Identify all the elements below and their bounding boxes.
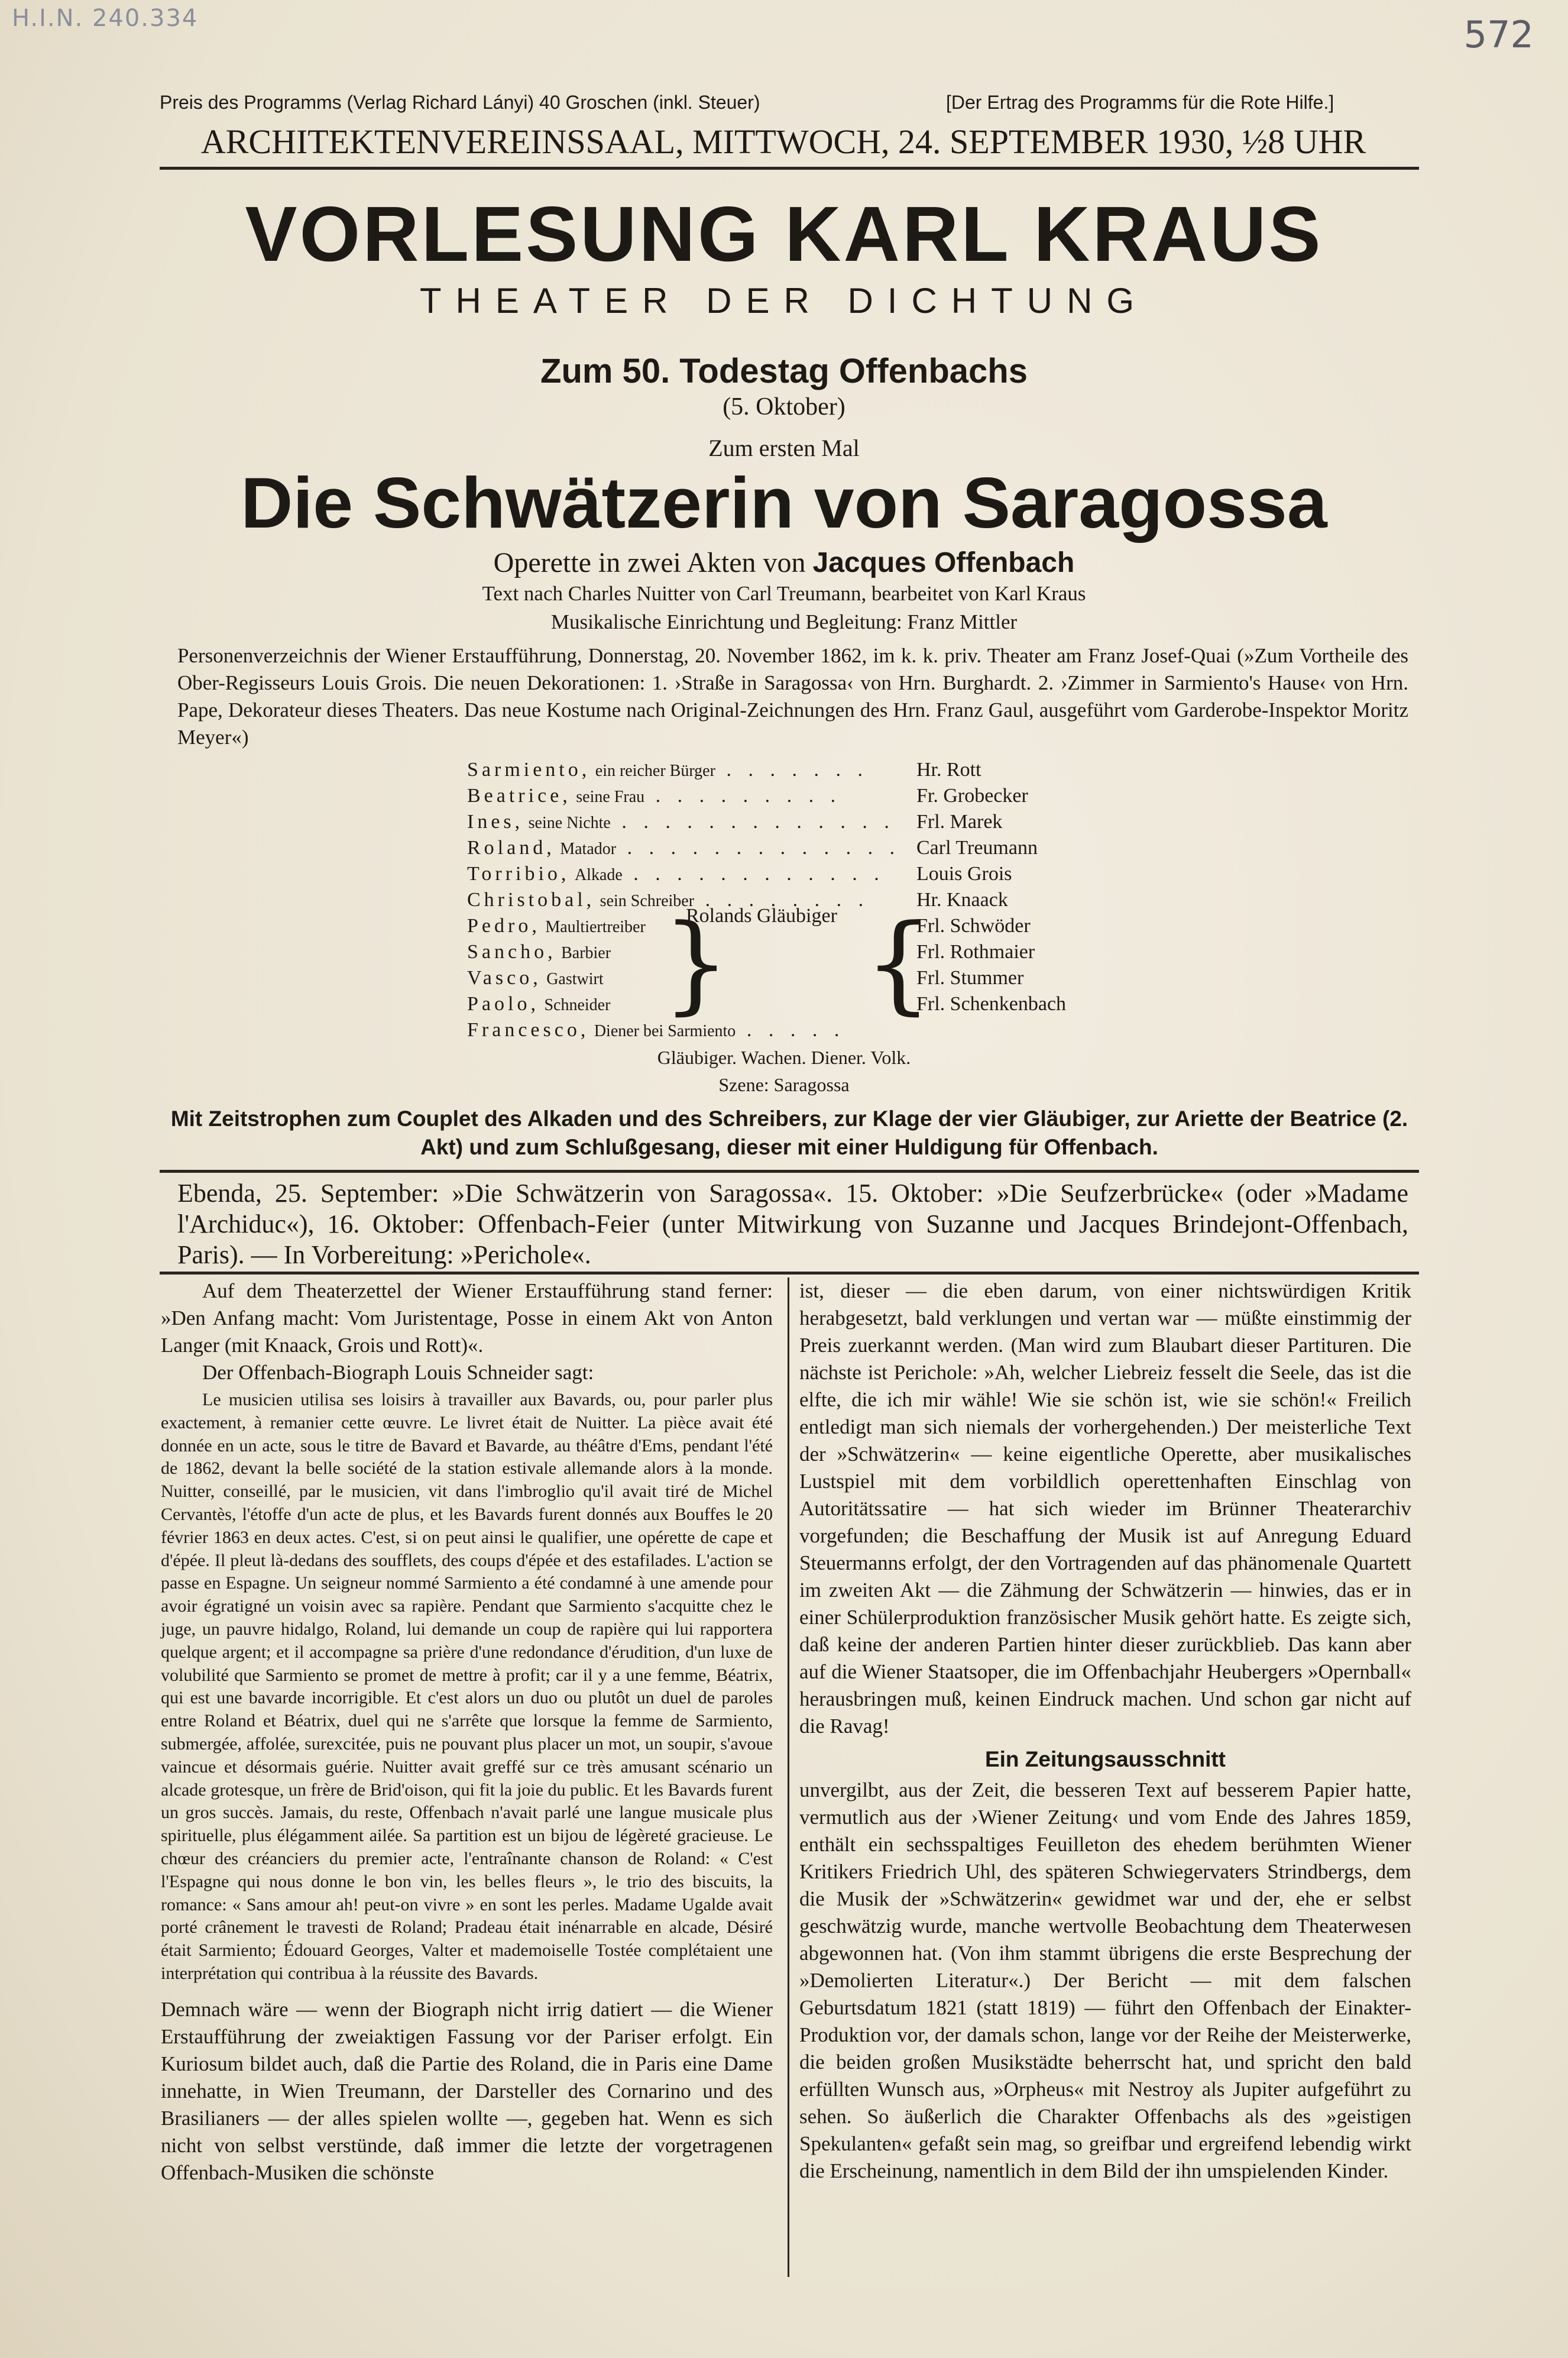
cast-character: Sancho, [467, 941, 556, 963]
header-rule [160, 167, 1419, 170]
occasion-heading: Zum 50. Todestag Offenbachs [540, 352, 1028, 390]
price-note: Preis des Programms (Verlag Richard Lányi) 40 Groschen (inkl. Steuer) [160, 92, 760, 113]
cast-leader-dots: . . . . . . . . . . . . . [616, 837, 901, 859]
right-para-2: unvergilbt, aus der Zeit, die besseren Text auf besserem Papier hatte, vermutlich aus der ›Wiener Zeitung‹ und vom Ende des Jahres 1859, enthält ein sechsspaltiges Feuilleton des ehedem berühmten Wiener Kritikers Friedrich Uhl, des späteren Schwiegervaters Strindbergs, dem die Musik der »Schwätzerin« gewidmet war und der, ehe er selbst geschwätzig wurde, manche wertvolle Beobachtung dem Theaterwesen abgewonnen hat. (Von ihm stammt übrigens die erste Besprechung der »Demolierten Literatur«.) Der Bericht — mit dem falschen Geburtsdatum 1821 (statt 1819) — führt den Offenbach der Einakter-Produktion vor, der damals schon, lange vor der Reihe der Meisterwerke, die beiden großen Musikstädte beherrscht hat, und spricht den bald erfüllten Wunsch aus, »Orpheus« mit Nestroy als Jupiter aufgeführt zu sehen. So äußerlich die Charakter Offenbachs als des »geistigen Spekulanten« gefaßt sein mag, so greifbar und ergreifend lebendig wirkt die Erscheinung, namentlich in dem Bild der ihn umspielenden Kinder. [799, 1778, 1411, 2182]
ebenda-note: Ebenda, 25. September: »Die Schwätzerin von Saragossa«. 15. Oktober: »Die Seufzerbrücke« (oder »Madame l'Archiduc«), 16. Oktober: Offenbach-Feier (unter Mitwirkung von Suzanne und Jacques Brindejont-Offenbach, Paris). — In Vorbereitung: »Perichole«. [177, 1179, 1408, 1269]
cast-actor: Frl. Rothmaier [916, 941, 1035, 963]
first-time-note: Zum ersten Mal [708, 435, 860, 461]
cast-leader-dots: . . . . . [736, 1019, 845, 1041]
cast-character: Christobal, [467, 889, 595, 911]
cast-actor: Frl. Schenkenbach [916, 993, 1067, 1015]
column-divider [788, 1277, 789, 2277]
left-closing: Demnach wäre — wenn der Biograph nicht irrig datiert — die Wiener Erstaufführung der zweiaktigen Fassung vor der Pariser erfolgt. Ein Kuriosum bildet auch, daß die Partie des Roland, die in Paris eine Dame innehatte, in Wien Treumann, der Darsteller des Cornarino und des Brasilianers — der alles spielen wollte —, gegeben hat. Wenn es sich nicht von selbst verstünde, daß immer die letzte der vorgetragenen Offenbach-Musiken die schönste [161, 1997, 773, 2184]
occasion-date: (5. Oktober) [723, 393, 845, 421]
text-credit: Text nach Charles Nuitter von Carl Treumann, bearbeitet von Karl Kraus [482, 582, 1086, 605]
cast-row [467, 965, 1165, 991]
cast-role: sein Schreiber [600, 892, 695, 910]
cast-role: Diener bei Sarmiento [594, 1022, 736, 1040]
cast-role: Matador [560, 840, 617, 858]
ebenda-bottom-rule [160, 1272, 1419, 1275]
ebenda-top-rule [160, 1170, 1419, 1173]
cast-role: Alkade [574, 866, 623, 884]
cast-role: Maultiertreiber [545, 918, 646, 936]
cast-row [467, 783, 1165, 809]
french-quote [161, 1389, 773, 1985]
scene-line: Szene: Saragossa [718, 1074, 850, 1095]
cast-row [467, 991, 1165, 1017]
cast-row [467, 809, 1165, 835]
composer-name: Jacques Offenbach [812, 547, 1075, 578]
left-intro: Auf dem Theaterzettel der Wiener Erstaufführung stand ferner: »Den Anfang macht: Vom Juristentage, Posse in einem Akt von Anton Langer (mit Knaack, Grois und Rott)«. [161, 1279, 773, 1357]
additions-note: Mit Zeitstrophen zum Couplet des Alkaden und des Schreibers, zur Klage der vier Gläubiger, zur Ariette der Beatrice (2. Akt) und zum Schlußgesang, dieser mit einer Huldigung für Offenbach. [170, 1107, 1408, 1159]
cast-role: ein reicher Bürger [595, 762, 715, 780]
cast-character: Vasco, [467, 967, 542, 989]
subtitle: THEATER DER DICHTUNG [419, 281, 1149, 321]
left-biograph-intro: Der Offenbach-Biograph Louis Schneider sagt: [202, 1361, 594, 1384]
cast-actor: Frl. Marek [916, 811, 1003, 833]
right-para-1: ist, dieser — die eben darum, von einer nichtswürdigen Kritik herabgesetzt, bald verklungen und vertan war — müßte einstimmig der Preis zuerkannt werden. (Man wird zum Blaubart dieser Partituren. Die nächste ist Perichole: »Ah, welcher Liebreiz fesselt die Seele, das ist die elfte, die ich mir wähle! Wie sie schön ist, wie sie schön!« Freilich entledigt man sich niemals der vorhergehenden.) Der meisterliche Text der »Schwätzerin« — keine eigentliche Operette, aber musikalisches Lustspiel mit dem vorbildlich operettenhaften Einschlag von Autoritätssatire — hat sich wieder im Brünner Theaterarchiv vorgefunden; die Beschaffung der Musik ist auf Anregung Eduard Steuermanns erfolgt, der den Vortragenden auf das phänomenale Quartett im zweiten Akt — die Zähmung der Schwätzerin — hinwies, das er in einer Schülerproduktion französischer Musik gehört hatte. Es zeigte sich, daß keine der anderen Partien hinter dieser zurückblieb. Das kann aber auf die Wiener Staatsoper, die im Offenbachjahr Heubergers »Opernball« herausbringen muß, keinen Eindruck machen. Und schon gar nicht auf die Ravag! [799, 1279, 1411, 1738]
left-brace: } [662, 902, 730, 1026]
main-title: VORLESUNG KARL KRAUS [245, 190, 1323, 277]
proceeds-note: [Der Ertrag des Programms für die Rote Hilfe.] [946, 92, 1334, 113]
genre-line [0, 546, 1568, 579]
cast-leader-dots: . . . . . . . . [694, 889, 870, 911]
cast-actor: Carl Treumann [916, 837, 1038, 859]
cast-role: Barbier [561, 944, 611, 962]
cast-character: Pedro, [467, 915, 540, 937]
left-column [161, 1277, 773, 2186]
premiere-note: Personenverzeichnis der Wiener Erstaufführung, Donnerstag, 20. November 1862, im k. k. priv. Theater am Franz Josef-Quai (»Zum Vortheile des Ober-Regisseurs Louis Grois. Die neuen Dekorationen: 1. ›Straße in Saragossa‹ von Hrn. Burghardt. 2. ›Zimmer in Sarmiento's Hause‹ von Hrn. Pape, Dekorateur dieses Theaters. Das neue Kostume nach Original-Zeichnungen des Hrn. Franz Gaul, ausgeführt vom Garderobe-Inspektor Moritz Meyer«) [177, 644, 1408, 749]
cast-character: Paolo, [467, 993, 539, 1015]
genre-prefix: Operette in zwei Akten von [493, 547, 806, 578]
cast-row [467, 835, 1165, 861]
cast-leader-dots: . . . . . . . . . . . . [622, 863, 885, 885]
cast-actor: Hr. Knaack [916, 889, 1008, 911]
right-column [799, 1277, 1411, 2185]
clipping-heading: Ein Zeitungsausschnitt [984, 1747, 1226, 1771]
french-quote-text: Le musicien utilisa ses loisirs à travailler aux Bavards, ou, pour parler plus exactement, à remanier cette œuvre. Le livret était de Nuitter. La pièce avait été donnée en un acte, sous le titre de Bavard et Bavarde, au théâtre d'Ems, pendant l'été de 1862, devant la belle société de la station estivale allemande alors à la monde. Nuitter, conseillé, par le musicien, vit dans l'imbroglio qu'il avait tiré de Michel Cervantès, l'étoffe d'un acte de plus, et les Bavards furent donnés aux Bouffes le 20 février 1863 en deux actes. C'est, si on peut ainsi le qualifier, une opérette de cape et d'épée. Il pleut là-dedans des soufflets, des coups d'épée et des estafilades. L'action se passe en Espagne. Un seigneur nommé Sarmiento a été condamné à une amende pour avoir égratigné un voisin avec sa rapière. Pendant que Sarmiento s'acquitte chez le juge, un pauvre hidalgo, Roland, lui demande un coup de rapière qui lui rapportera quelque argent; et il accompagne sa prière d'une redondance d'érudition, d'un luxe de volubilité que Sarmiento se promet de mettre à profit; car il y a une femme, Béatrix, qui est une bavarde incorrigible. Et c'est alors un duo ou plutôt un duel de paroles entre Roland et Béatrix, duel qui ne s'arrête que lorsque la femme de Sarmiento, submergée, affolée, surexcitée, puis ne pouvant plus placer un mot, un soupir, s'avoue vaincue et désormais guérie. Nuitter avait greffé sur ce très amusant scénario un alcade grotesque, un frère de Brid'oison, qui fit la joie du public. Et les Bavards furent un gros succès. Jamais, du reste, Offenbach n'avait parlé une langue musicale plus spirituelle, plus élégamment ailée. Sa partition est un bijou de légèreté gracieuse. Le chœur des créanciers du premier acte, l'entraînante chanson de Roland: « C'est l'Espagne qui nous donne le bon vin, les belles fleurs », le trio des biscuits, la romance: « Sans amour ah! peut-on vivre » en sont les perles. Madame Ugalde avait porté crânement le travesti de Roland; Pradeau était inénarrable en alcade, Désiré était Sarmiento; Édouard Georges, Valter et mademoiselle Tostée complétaient une interprétation qui contribua à la réussite des Bavards. [161, 1390, 773, 1983]
cast-leader-dots: . . . . . . . . . [644, 785, 842, 807]
cast-actor: Frl. Schwöder [916, 915, 1031, 937]
cast-leader-dots: . . . . . . . . . . . . . [610, 811, 895, 833]
cast-character: Torribio, [467, 863, 570, 885]
cast-role: Schneider [544, 996, 611, 1014]
cast-character: Sarmiento, [467, 759, 591, 781]
cast-character: Ines, [467, 811, 524, 833]
music-credit: Musikalische Einrichtung und Begleitung: Franz Mittler [550, 610, 1018, 633]
cast-actor: Hr. Rott [916, 759, 981, 781]
cast-actor: Louis Grois [916, 863, 1012, 885]
cast-role: seine Nichte [528, 814, 611, 832]
creditors-group-label: Rolands Gläubiger [686, 905, 837, 927]
work-title: Die Schwätzerin von Saragossa [241, 462, 1327, 543]
cast-role: seine Frau [576, 788, 645, 806]
cast-leader-dots: . . . . . . . [715, 759, 869, 781]
cast-row [467, 939, 1165, 965]
cast-actor: Fr. Grobecker [916, 785, 1028, 807]
page-number: 572 [1463, 13, 1534, 56]
cast-actor: Frl. Stummer [916, 967, 1024, 989]
cast-row [467, 757, 1165, 783]
cast-row [467, 861, 1165, 887]
cast-role: Gastwirt [546, 970, 604, 988]
venue-line: ARCHITEKTENVEREINSSAAL, MITTWOCH, 24. SEPTEMBER 1930, ½8 UHR [200, 122, 1366, 161]
cast-character: Roland, [467, 837, 555, 859]
cast-row [467, 1017, 1165, 1043]
extras-line: Gläubiger. Wachen. Diener. Volk. [657, 1047, 911, 1068]
cast-character: Beatrice, [467, 785, 571, 807]
cast-character: Francesco, [467, 1019, 589, 1041]
archive-mark: H.I.N. 240.334 [12, 5, 199, 32]
right-brace: { [864, 902, 932, 1026]
